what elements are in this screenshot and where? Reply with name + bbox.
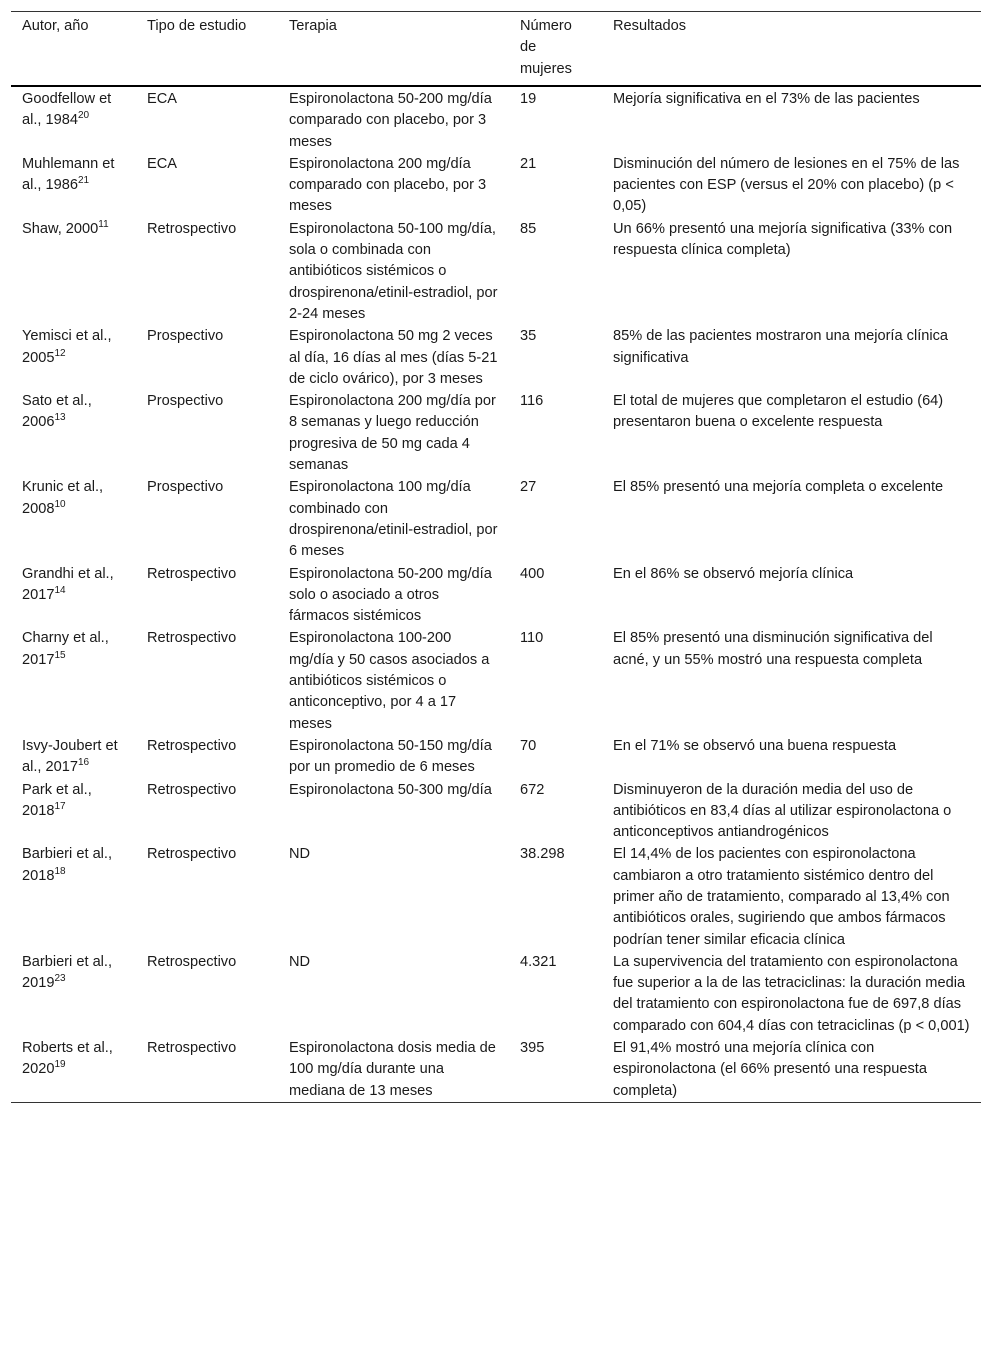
n-cell: 85 bbox=[520, 220, 537, 237]
type-cell: ECA bbox=[147, 155, 178, 172]
reference: 21 bbox=[78, 175, 90, 187]
n-cell: 672 bbox=[520, 781, 545, 798]
type-cell: Retrospectivo bbox=[147, 1040, 237, 1057]
reference: 19 bbox=[54, 1059, 66, 1071]
n-cell: 35 bbox=[520, 328, 537, 345]
table-row bbox=[11, 843, 981, 950]
table-row bbox=[11, 476, 981, 562]
results-cell: El 91,4% mostró una mejoría clínica con espironolactona (el 66% presentó una respuesta completa) bbox=[613, 1040, 927, 1099]
reference: 11 bbox=[98, 218, 109, 230]
therapy-cell: Espironolactona 50-200 mg/día comparado con placebo, por 3 meses bbox=[289, 91, 492, 150]
results-cell: La supervivencia del tratamiento con espironolactona fue superior a la de las tetraciclinas: la duración media del tratamiento con espironolactona fue de 697,8 días comparado con 604,4 días con tetraciclinas (p < 0,001) bbox=[613, 953, 970, 1034]
therapy-cell: ND bbox=[289, 846, 311, 863]
table-row bbox=[11, 153, 981, 218]
reference: 14 bbox=[54, 584, 66, 596]
author-cell: Park et al., 2018$^{17}$ bbox=[22, 781, 92, 819]
table-header-row bbox=[11, 12, 981, 87]
n-cell: 27 bbox=[520, 479, 537, 496]
results-cell: El total de mujeres que completaron el estudio (64) presentaron buena o excelente respuesta bbox=[613, 393, 944, 431]
author-cell: Goodfellow et al., 1984$^{20}$ bbox=[22, 91, 112, 129]
studies-table bbox=[11, 11, 981, 1103]
header-results: Resultados bbox=[613, 18, 687, 34]
type-cell: ECA bbox=[147, 91, 178, 107]
author-cell: Isvy-Joubert et al., 2017$^{16}$ bbox=[22, 737, 118, 776]
table-row bbox=[11, 627, 981, 734]
results-cell: Mejoría significativa en el 73% de las pacientes bbox=[613, 91, 920, 107]
reference: 20 bbox=[78, 110, 90, 122]
n-cell: 395 bbox=[520, 1040, 545, 1057]
results-cell: El 85% presentó una disminución significativa del acné, y un 55% mostró una respuesta completa bbox=[613, 630, 933, 668]
author-cell: Shaw, 2000$^{11}$ bbox=[22, 218, 109, 237]
therapy-cell: Espironolactona 50-150 mg/día por un promedio de 6 meses bbox=[289, 737, 492, 776]
n-cell: 116 bbox=[520, 393, 544, 410]
therapy-cell: Espironolactona dosis media de 100 mg/día durante una mediana de 13 meses bbox=[289, 1040, 496, 1099]
reference: 17 bbox=[54, 800, 66, 812]
table-row bbox=[11, 325, 981, 390]
reference: 12 bbox=[54, 347, 66, 359]
results-cell: En el 71% se observó una buena respuesta bbox=[613, 737, 897, 754]
therapy-cell: Espironolactona 100 mg/día combinado con drospirenona/etinil-estradiol, por 6 meses bbox=[289, 479, 498, 560]
type-cell: Retrospectivo bbox=[147, 737, 237, 754]
author-cell: Barbieri et al., 2018$^{18}$ bbox=[22, 846, 113, 884]
table-row bbox=[11, 735, 981, 779]
therapy-cell: Espironolactona 50-200 mg/día solo o asociado a otros fármacos sistémicos bbox=[289, 565, 492, 625]
table-row bbox=[11, 390, 981, 476]
author-cell: Muhlemann et al., 1986$^{21}$ bbox=[22, 155, 115, 194]
header-author: Autor, año bbox=[22, 18, 89, 34]
n-cell: 21 bbox=[520, 155, 537, 172]
author-cell: Grandhi et al., 2017$^{14}$ bbox=[22, 565, 114, 603]
reference: 18 bbox=[54, 865, 66, 877]
therapy-cell: Espironolactona 50-300 mg/día bbox=[289, 781, 492, 798]
n-cell: 70 bbox=[520, 737, 537, 754]
results-cell: Disminución del número de lesiones en el 75% de las pacientes con ESP (versus el 20% con placebo) (p < 0,05) bbox=[613, 155, 960, 215]
type-cell: Retrospectivo bbox=[147, 220, 237, 237]
type-cell: Retrospectivo bbox=[147, 846, 237, 863]
author-cell: Barbieri et al., 2019$^{23}$ bbox=[22, 953, 113, 992]
author-cell: Yemisci et al., 2005$^{12}$ bbox=[22, 328, 112, 366]
n-cell: 19 bbox=[520, 91, 537, 107]
type-cell: Prospectivo bbox=[147, 479, 224, 496]
type-cell: Retrospectivo bbox=[147, 565, 237, 582]
n-cell: 110 bbox=[520, 630, 544, 647]
results-cell: El 14,4% de los pacientes con espironolactona cambiaron a otro tratamiento sistémico dentro del primer año de tratamiento, comparado al 13,4% con antibióticos orales, sugiriendo que ambos fármacos podrían tener similar eficacia clínica bbox=[613, 846, 950, 948]
author-cell: Charny et al., 2017$^{15}$ bbox=[22, 630, 109, 668]
table-row bbox=[11, 951, 981, 1037]
reference: 23 bbox=[54, 973, 66, 985]
table-row bbox=[11, 1037, 981, 1102]
therapy-cell: Espironolactona 100-200 mg/día y 50 casos asociados a antibióticos sistémicos o anticonceptivo, por 4 a 17 meses bbox=[289, 630, 490, 732]
type-cell: Retrospectivo bbox=[147, 630, 237, 647]
table-row bbox=[11, 86, 981, 153]
therapy-cell: ND bbox=[289, 953, 311, 970]
table-row bbox=[11, 218, 981, 325]
n-cell: 38.298 bbox=[520, 846, 565, 863]
author-cell: Krunic et al., 2008$^{10}$ bbox=[22, 479, 104, 517]
header-type: Tipo de estudio bbox=[147, 18, 247, 34]
type-cell: Retrospectivo bbox=[147, 781, 237, 798]
therapy-cell: Espironolactona 50 mg 2 veces al día, 16 días al mes (días 5-21 de ciclo ovárico), por 3 meses bbox=[289, 328, 498, 387]
n-cell: 400 bbox=[520, 565, 545, 582]
results-cell: Disminuyeron de la duración media del uso de antibióticos en 83,4 días al utilizar espironolactona o anticonceptivos antiandrogénicos bbox=[613, 781, 952, 841]
n-cell: 4.321 bbox=[520, 953, 557, 970]
type-cell: Prospectivo bbox=[147, 393, 224, 410]
reference: 10 bbox=[54, 498, 66, 510]
reference: 13 bbox=[54, 412, 66, 424]
table-row bbox=[11, 563, 981, 628]
author-cell: Roberts et al., 2020$^{19}$ bbox=[22, 1040, 113, 1078]
table-row bbox=[11, 779, 981, 844]
results-cell: 85% de las pacientes mostraron una mejoría clínica significativa bbox=[613, 328, 949, 366]
results-cell: El 85% presentó una mejoría completa o excelente bbox=[613, 479, 944, 496]
header-therapy: Terapia bbox=[289, 18, 337, 34]
reference: 15 bbox=[54, 649, 66, 661]
reference: 16 bbox=[78, 757, 90, 769]
author-cell: Sato et al., 2006$^{13}$ bbox=[22, 393, 92, 431]
type-cell: Prospectivo bbox=[147, 328, 224, 345]
therapy-cell: Espironolactona 200 mg/día comparado con placebo, por 3 meses bbox=[289, 155, 487, 215]
results-cell: Un 66% presentó una mejoría significativa (33% con respuesta clínica completa) bbox=[613, 220, 953, 259]
type-cell: Retrospectivo bbox=[147, 953, 237, 970]
header-n: Número de mujeres bbox=[520, 18, 572, 77]
therapy-cell: Espironolactona 200 mg/día por 8 semanas y luego reducción progresiva de 50 mg cada 4 semanas bbox=[289, 393, 496, 474]
therapy-cell: Espironolactona 50-100 mg/día, sola o combinada con antibióticos sistémicos o drospirenona/etinil-estradiol, por 2-24 meses bbox=[289, 220, 498, 322]
results-cell: En el 86% se observó mejoría clínica bbox=[613, 565, 854, 582]
